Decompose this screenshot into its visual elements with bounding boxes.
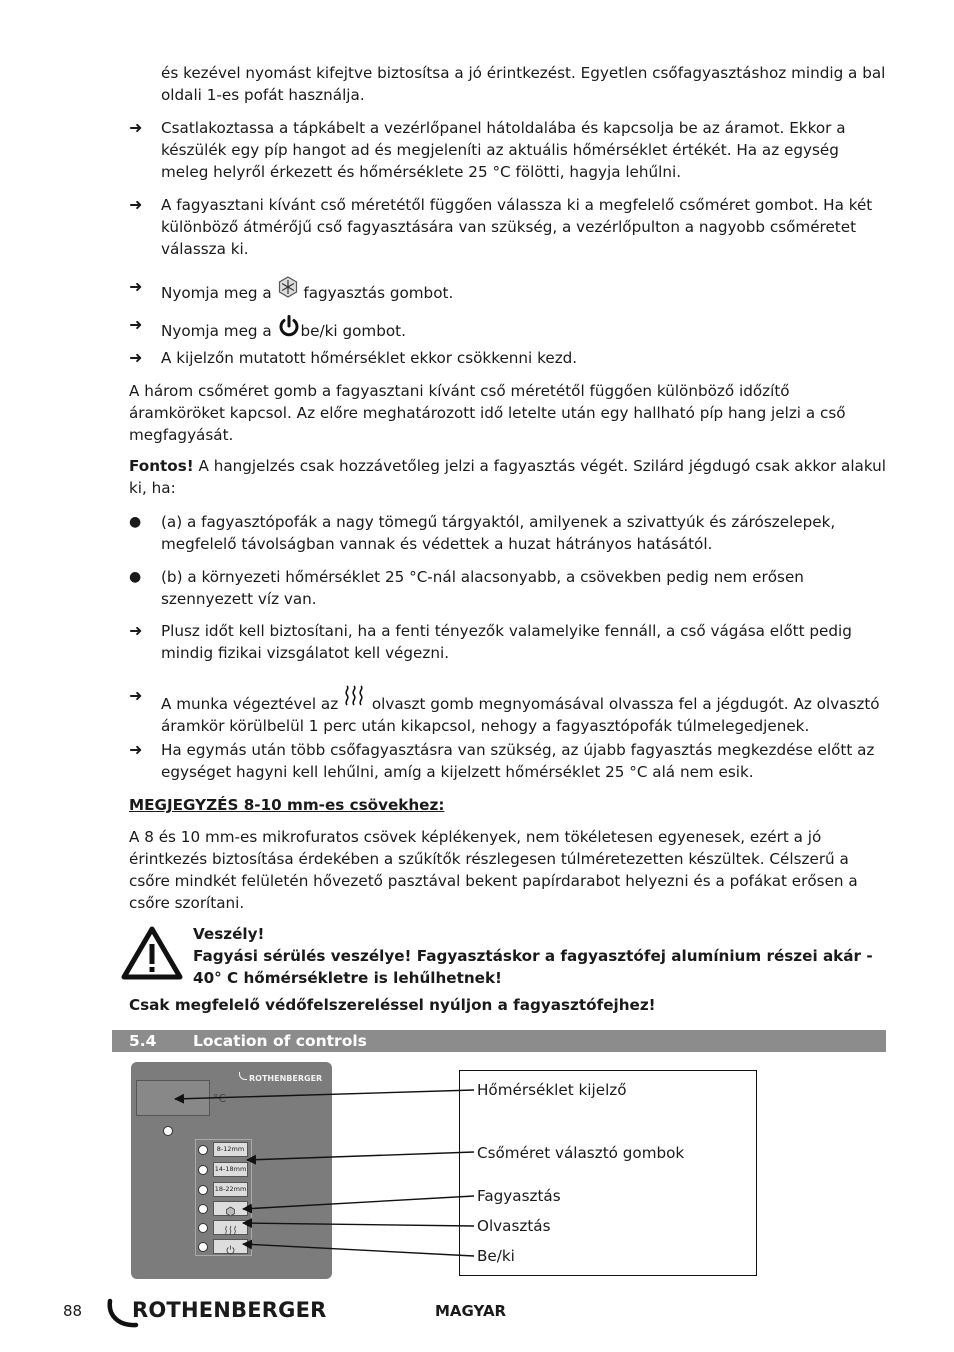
arrow-right-icon: ➜: [129, 686, 143, 705]
legend-temperature-display: Hőmérséklet kijelző: [477, 1081, 627, 1099]
note-text: A 8 és 10 mm-es mikrofuratos csövek képlékenyek, nem tökéletesen egyenesek, ezért a jó érintkezés biztosítása érdekében a szűkítők részlegesen túlméretezetten készültek. Célszerű a csőre mindkét felületén hővezető pasztával bekent papírdarabot helyezni és a pofákat erősen a csőre szorítani.: [129, 828, 858, 912]
page-number: 88: [63, 1302, 83, 1320]
note-heading: MEGJEGYZÉS 8-10 mm-es csövekhez:: [129, 796, 445, 814]
paragraph-intro: és kezével nyomást kifejtve biztosítsa a jó érintkezést. Egyetlen csőfagyasztáshoz mindig a bal oldali 1-es pofát használja.: [161, 64, 886, 104]
arrow-right-icon: ➜: [129, 740, 143, 759]
size-button-18-22: 18-22mm: [198, 1182, 248, 1197]
arrow-right-icon: ➜: [129, 277, 143, 296]
paragraph-important: Fontos! A hangjelzés csak hozzávetőleg jelzi a fagyasztás végét. Szilárd jégdugó csak akkor alakul ki, ha:: [129, 457, 887, 497]
footer-logo: [106, 1293, 346, 1331]
legend-size-buttons: Csőméret választó gombok: [477, 1144, 685, 1162]
size-button-8-12: 8-12mm: [198, 1142, 248, 1157]
legend-freeze: Fagyasztás: [477, 1187, 561, 1205]
size-button-14-18: 14-18mm: [198, 1162, 248, 1177]
footer-brand: ROTHENBERGER: [132, 1298, 327, 1322]
arrow-right-icon: ➜: [129, 195, 143, 214]
panel-brand: ROTHENBERGER: [239, 1072, 322, 1085]
legend-power: Be/ki: [477, 1247, 515, 1265]
legend-thaw: Olvasztás: [477, 1217, 551, 1235]
bullet-dot-icon: ●: [129, 514, 142, 530]
arrow-right-icon: ➜: [129, 315, 143, 334]
arrow-right-icon: ➜: [129, 621, 143, 640]
degree-unit-label: °C: [213, 1092, 227, 1105]
arrow-right-icon: ➜: [129, 348, 143, 367]
paragraph-timers: A három csőméret gomb a fagyasztani kívánt cső méretétől függően különböző időzítő áramköröket kapcsol. Az előre meghatározott idő letelte után egy hallható píp hang jelzi a cső megfagyását.: [129, 382, 846, 444]
section-title: Location of controls: [193, 1032, 367, 1050]
section-number: 5.4: [129, 1032, 157, 1050]
warning-title: Veszély!: [193, 925, 265, 943]
warning-footer: Csak megfelelő védőfelszereléssel nyúljon a fagyasztófejhez!: [129, 996, 656, 1014]
footer-language: MAGYAR: [435, 1302, 507, 1320]
bullet-dot-icon: ●: [129, 569, 142, 585]
warning-text: Fagyási sérülés veszélye! Fagyasztáskor a fagyasztófej alumínium részei akár - 40° C hőmérsékletre is lehűlhetnek!: [193, 947, 873, 987]
arrow-right-icon: ➜: [129, 118, 143, 137]
